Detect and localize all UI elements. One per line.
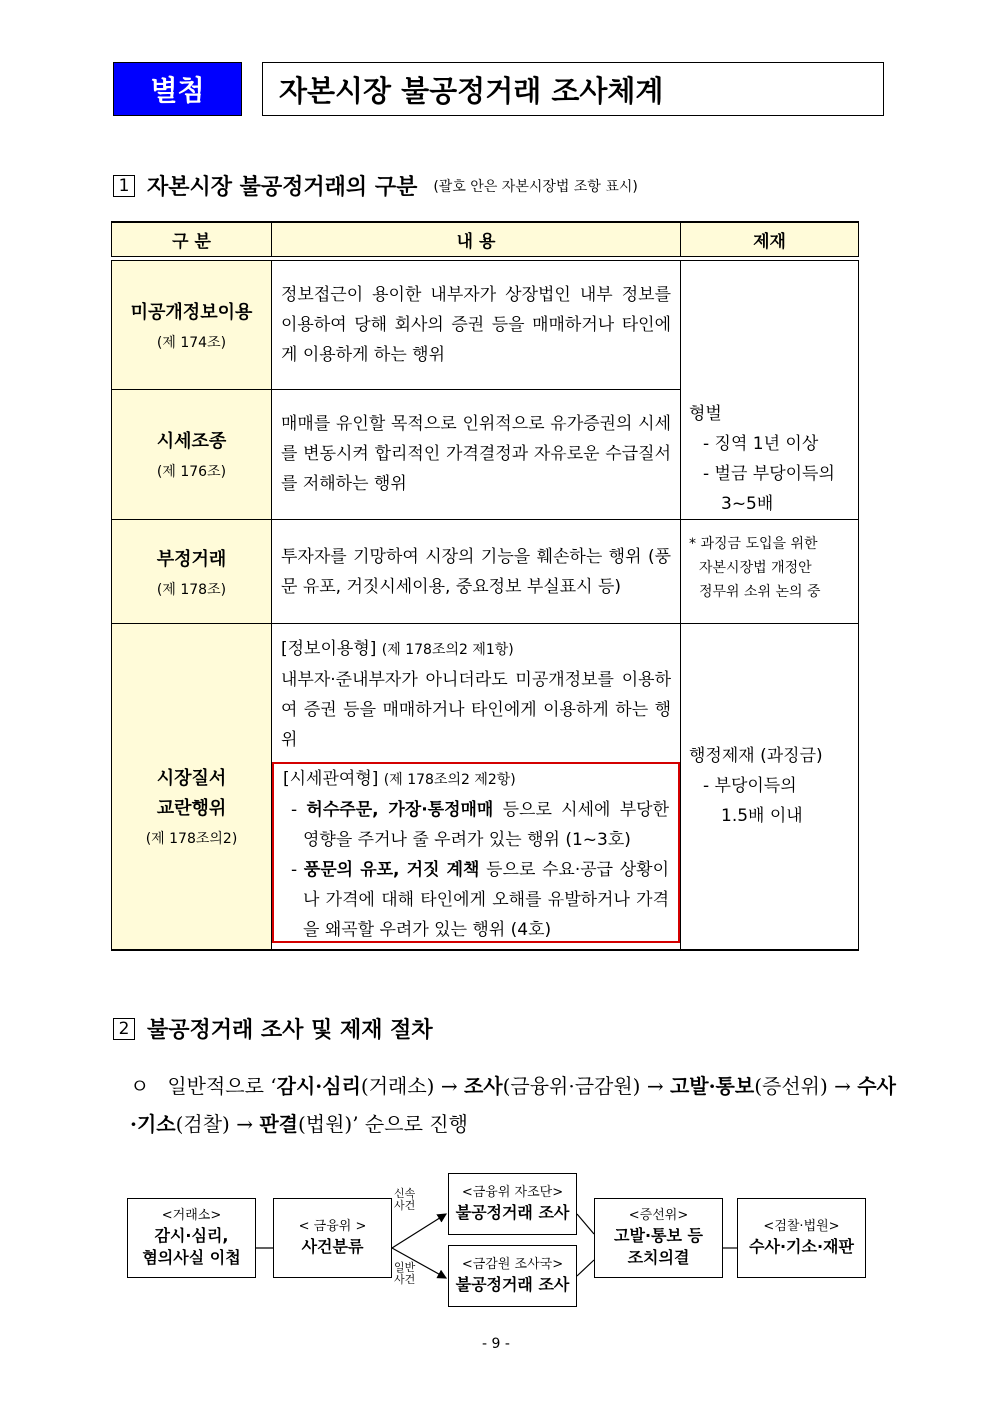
type2-item2-bold: 풍문의 유포, 거짓 계책 <box>303 860 480 880</box>
section1-title: 자본시장 불공정거래의 구분 <box>147 175 418 200</box>
flow-box-prosecution <box>737 1198 866 1278</box>
category-article: (제 178조의2) <box>145 831 238 848</box>
arrow-fast <box>392 1214 446 1248</box>
flow-box-exchange-line2: 혐의사실 이첩 <box>142 1248 241 1267</box>
flow-box-fsc-org: < 금융위 > <box>298 1219 367 1234</box>
flow-box-fss-investigation <box>448 1245 577 1307</box>
sanction-admin-cell <box>681 624 859 950</box>
section2-number: 2 <box>113 1018 135 1040</box>
category-name-line1: 시장질서 <box>156 768 227 790</box>
sanction-criminal-title: 형벌 <box>689 404 722 424</box>
sanction-note-line1: * 과징금 도입을 위한 <box>689 536 818 552</box>
table-row <box>112 520 859 624</box>
procedure-paragraph <box>130 1067 900 1143</box>
category-article: (제 178조) <box>156 581 227 598</box>
table-row-market <box>112 624 859 950</box>
page-number: - 9 - <box>482 1336 510 1352</box>
paragraph-bold: 감시·심리 <box>276 1074 361 1098</box>
header-sanction: 제재 <box>681 222 859 257</box>
category-cell <box>112 389 272 519</box>
flow-box-fsc-investigation-task: 불공정거래 조사 <box>455 1203 570 1222</box>
flow-box-fsc-task: 사건분류 <box>301 1237 364 1256</box>
category-article: (제 176조) <box>156 464 227 481</box>
flow-box-sfc-line2: 조치의결 <box>627 1248 690 1267</box>
flow-box-exchange <box>127 1198 256 1278</box>
flow-box-exchange-line1: 감시·심리, <box>154 1226 229 1245</box>
section1-note: (괄호 안은 자본시장법 조항 표시) <box>433 178 638 195</box>
header-content: 내 용 <box>272 222 681 257</box>
flow-box-fsc-investigation <box>448 1173 577 1235</box>
content-cell: 매매를 유인할 목적으로 인위적으로 유가증권의 시세를 변동시켜 합리적인 가격결정과 자유로운 수급질서를 저해하는 행위 <box>272 389 681 519</box>
category-cell <box>112 261 272 390</box>
sanction-criminal-cell <box>681 261 859 520</box>
sanction-admin-line1: - 부당이득의 <box>703 776 797 797</box>
section2-heading <box>113 1013 433 1044</box>
table-row <box>112 261 859 390</box>
type2-ref: (제 178조의2 제2항) <box>383 772 516 788</box>
type2-item2-rest: 등으로 수요·공급 상황이나 가격에 대해 타인에게 오해를 유발하거나 가격을 왜곡할 우려가 있는 행위 (4호) <box>303 860 670 940</box>
flow-box-fss-investigation-org: <금감원 조사국> <box>461 1257 564 1272</box>
sanction-note-line2: 자본시장법 개정안 <box>699 560 812 576</box>
sanction-criminal-line3: 3~5배 <box>721 494 774 514</box>
flow-box-prosecution-task: 수사·기소·재판 <box>749 1237 854 1256</box>
section1-heading <box>113 170 638 201</box>
flow-box-fss-investigation-task: 불공정거래 조사 <box>455 1275 570 1294</box>
attachment-badge: 별첨 <box>113 62 242 116</box>
type1-label: [정보이용형] <box>281 639 377 659</box>
flow-box-sfc-org: <증선위> <box>628 1208 689 1223</box>
category-cell <box>112 624 272 950</box>
section2-title: 불공정거래 조사 및 제재 절차 <box>147 1018 433 1043</box>
sanction-admin-title: 행정제재 (과징금) <box>689 746 823 767</box>
type2-item2: - 풍문의 유포, 거짓 계책 등으로 수요·공급 상황이나 가격에 대해 타인에게 오해를 유발하거나 가격을 왜곡할 우려가 있는 행위 (4호) <box>291 860 670 940</box>
market-content-cell <box>272 624 681 950</box>
category-name-line2: 교란행위 <box>156 798 227 820</box>
section1-number: 1 <box>113 175 135 197</box>
type2-label: [시세관여형] <box>283 769 379 789</box>
type2-box <box>272 762 680 943</box>
paragraph-bold: 수사·기소 <box>130 1074 896 1136</box>
flow-box-sfc <box>594 1198 723 1278</box>
header-category: 구 분 <box>112 222 272 257</box>
category-article: (제 174조) <box>156 334 227 351</box>
paragraph-bold: 조사 <box>463 1074 503 1098</box>
type1-ref: (제 178조의2 제1항) <box>381 642 514 658</box>
category-name: 시세조종 <box>156 431 227 453</box>
table-header-row <box>112 222 859 257</box>
sanction-note-line3: 정무위 소위 논의 중 <box>699 584 821 600</box>
connector-line <box>577 1214 594 1234</box>
sanction-admin-line2: 1.5배 이내 <box>721 806 803 827</box>
flow-box-prosecution-org: <검찰·법원> <box>763 1219 840 1234</box>
type1-text: 내부자·준내부자가 아니더라도 미공개정보를 이용하여 증권 등을 매매하거나 타인에게 이용하게 하는 행위 <box>281 670 671 750</box>
paragraph-bold: 고발·통보 <box>669 1074 755 1098</box>
sanction-criminal-line2: - 벌금 부당이득의 <box>703 464 835 484</box>
category-name: 부정거래 <box>156 548 227 570</box>
type2-item1-rest: 등으로 시세에 부당한 영향을 주거나 줄 우려가 있는 행위 (1~3호) <box>303 800 669 850</box>
paragraph-bullet: ㅇ <box>130 1074 150 1098</box>
type2-item1-bold: 허수주문, 가장·통정매매 <box>306 800 494 820</box>
paragraph-text: (거래소) → <box>360 1074 464 1098</box>
paragraph-bold: 판결 <box>259 1112 298 1136</box>
connector-line <box>577 1260 594 1276</box>
flow-box-fsc <box>273 1198 392 1278</box>
paragraph-text: (법원)’ 순으로 진행 <box>297 1112 468 1136</box>
category-name: 미공개정보이용 <box>130 301 253 323</box>
label-fast-case: 신속 사건 <box>394 1187 416 1212</box>
type2-item1: - 허수주문, 가장·통정매매 등으로 시세에 부당한 영향을 주거나 줄 우려가 있는 행위 (1~3호) <box>291 800 669 850</box>
content-cell: 투자자를 기망하여 시장의 기능을 훼손하는 행위 (풍문 유포, 거짓시세이용, 중요정보 부실표시 등) <box>272 520 681 624</box>
paragraph-text: (증선위) → <box>754 1074 858 1098</box>
classification-table <box>111 221 859 951</box>
flow-box-exchange-org: <거래소> <box>161 1208 222 1223</box>
flow-box-sfc-line1: 고발·통보 등 <box>614 1226 703 1245</box>
sanction-criminal-line1: - 징역 1년 이상 <box>703 434 819 454</box>
paragraph-text: (금융위·금감원) → <box>502 1074 670 1098</box>
category-cell <box>112 520 272 624</box>
label-normal-case: 일반 사건 <box>394 1261 416 1286</box>
paragraph-text: (검찰) → <box>175 1112 260 1136</box>
flow-box-fsc-investigation-org: <금융위 자조단> <box>461 1185 564 1200</box>
page-title: 자본시장 불공정거래 조사체계 <box>262 62 884 116</box>
paragraph-text: 일반적으로 ‘ <box>167 1074 277 1098</box>
sanction-note-cell <box>681 520 859 624</box>
content-cell: 정보접근이 용이한 내부자가 상장법인 내부 정보를 이용하여 당해 회사의 증권 등을 매매하거나 타인에게 이용하게 하는 행위 <box>272 261 681 390</box>
